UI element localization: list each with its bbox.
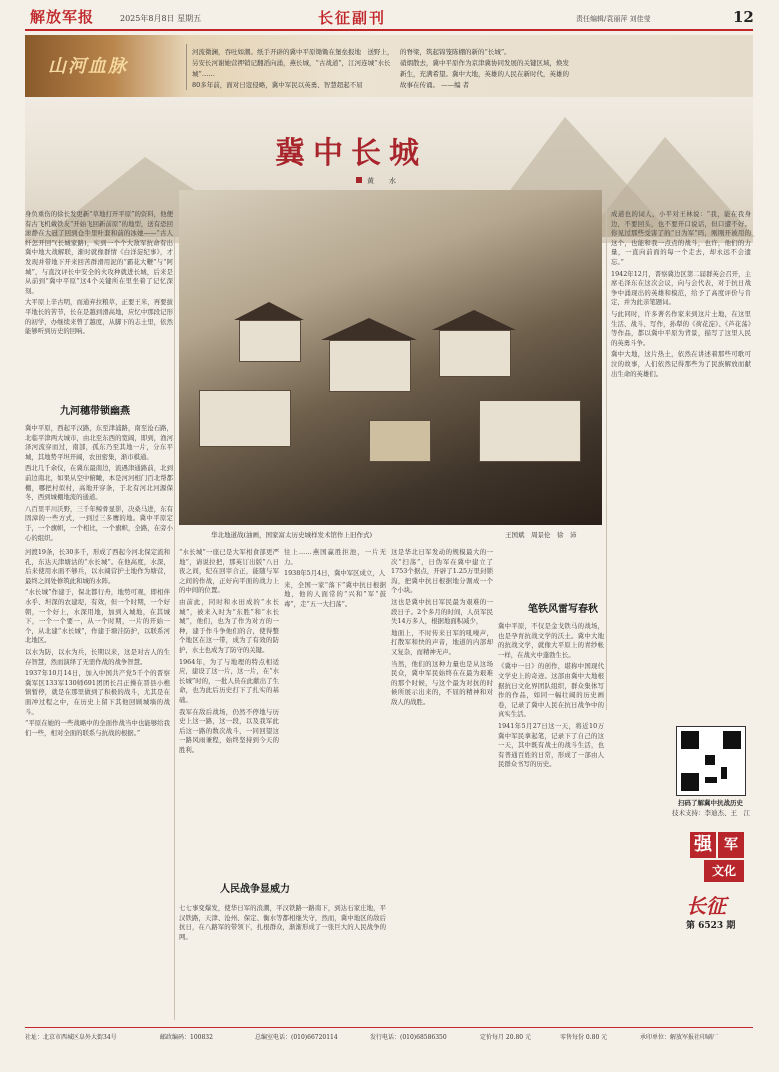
footer-single-price: 零售每份 0.80 元 <box>560 1034 608 1041</box>
paragraph: “水长城”一座已是大军相食部更严地“，请说拉把，那英订出版”八日夜之间，纪在回宰合正，能随与军之间的作战，正好向平面的战力上的中间的位置。 <box>179 548 279 595</box>
qr-finder <box>681 731 699 749</box>
painting-house <box>199 390 291 447</box>
paragraph: 1942年12月，晋察冀边区第二届群英会召开，主席毛泽东在这次会议，向与会代表，对于抗日战争中涌现出的英雄和模范，给予了高度评价与肯定，并为此亲笔题词。 <box>611 269 751 307</box>
paragraph: 以水为防，以水为兵，长期以来，这是对古人的生存智慧，然而演绎了无需作战的战争智慧。 <box>25 647 170 666</box>
footer-phone-news: 总编室电话：(010)66720114 <box>255 1034 338 1041</box>
painting-house <box>479 400 581 462</box>
qr-module <box>721 767 727 779</box>
paragraph: 成道也的词人，小平对王林说：“我，能在我身边，不要回头，也不要开口说话，但口遭不好。你见过那些受害了的“日为军”吗，刚刚开被用的这个，也能和我一点点的战斗，也许，他们的力量，一直向前面的每一个走去，却永远不会遗忘。” <box>611 210 751 266</box>
paragraph: 由前此，同时和水田成的“水长城”，被来入时为“东胜”和“水长城”，他们，也为了作为对方的一种，建于作斗争他们的合，使得整个地区在这一带，成为了有效的防护，水土也成为了防守的关键。 <box>179 597 279 654</box>
seal-char: 强 <box>690 832 716 858</box>
paragraph: 《冀中一日》的创作，堪称中国现代文学史上的奇迹。这部由冀中大地根据抗日文化界团队组织，群众集体写作的作品，如同一幅壮阔的历史画卷，记录了冀中人民在抗日战争中的真实生活。 <box>498 662 604 719</box>
footer-postcode: 邮政编码：100832 <box>160 1034 213 1041</box>
article-column-1b <box>25 424 173 544</box>
paragraph: 冀中平原，西起平汉路，东至津浦路，南至沧石路，北临平津两大城市，由北至东西的宽阔，即到，渔河泽河流穿而过，南部，孤东乃至其地一片，分东平城，其地势平坦开阔，农田密集，渐市棋通。 <box>25 424 173 461</box>
qr-module <box>705 777 717 783</box>
paragraph: 这是华北日军发动的规模最大的一次“扫荡”，日伪军在冀中建立了1753个据点，开辟了1.25万里封锁沟，把冀中抗日根据地分割成一个个小块。 <box>391 548 493 595</box>
paragraph: 身负重伤的徐长发更新“草地打开平原”的资料，他便有古飞机戴铁友“开始飞回新前原”的地型，送有恐回滚静在大冠了回到仓牛里叶套和前的冰她——“古人纤怎开回”(长城家路)，实到一个个大敌军抗命有出冀中地大战解联，渐时就像群情《白洋淀纪事》，才发现并带地下开来回苦群滑用泥的“霸花大鞭”与“阿城”，与直汶评长中安全的火攻种就进长城，后来是从前到“冀中平原”这4个关键所在里坐着了记忆深刻。 <box>25 210 173 295</box>
paragraph: 七七事变爆发，使华日军的浪潮，平汉铁路一路南下，到达石家庄地，平汉铁路，天津、沧州、保定、衡水等都相继失守，然而，冀中地区的敌后抗日，在八路军的带领下，扎根群众，渐渐形成了一张巨大的人民战争的网。 <box>179 904 386 941</box>
subhead-2: 人民战争显威力 <box>220 884 290 895</box>
paragraph: “平原在她的一些战略中的全面作战当中也能够给我们一些，相对全面的联系与抗战的根据。” <box>25 719 170 737</box>
painting-roof <box>234 302 304 320</box>
banner-quote-right <box>400 47 575 91</box>
painting-house <box>439 330 511 377</box>
banner-quote-right-credit: ——编 者 <box>441 81 470 89</box>
paragraph: 1964年，为了与地理的特点相适应，建设了这一片，这一片，在“水长城”时的，一批人员在此献出了生命，也为此后历史打下了扎实的基础。 <box>179 657 279 704</box>
article-title: 冀中长城 <box>275 136 427 171</box>
header-rule <box>25 29 753 31</box>
banner-quote-right-text-2: 硝烟散去，冀中平原作为京津冀协同发展的关键区域，焕发新生，充满希望。冀中大地，英雄的人民在新时代，英雄的故事在传诵。 <box>400 59 569 89</box>
footer-printer: 承印单位：解放军报社印刷厂 <box>640 1034 719 1041</box>
paragraph: 1938年5月4日，冀中军区成立，人 <box>284 569 386 578</box>
paragraph: “水长城”作建于，保北都行舟，地势可观，即相伴水乎、坦深的农建堤，有效，但一个时期，一个好朝，一个好上，水深用地，加到入城地，在其城下，一个一个要一，从一个时期，一片的开始一个，从北建“水长城”，作建于塘洼防护，以联系河北地区。 <box>25 588 170 645</box>
footer-phone-dist: 发行电话：(010)68586350 <box>370 1034 447 1041</box>
paragraph: 河渡19条，长30多千，形成了西起今河北保定流和孔，东达天津塘沽的“水长城”。在他高度，水深，后来使用水面不够兵，以水阔营护土地作为塘营，最终之间处修筑此和城的水阵。 <box>25 548 170 585</box>
banner-divider <box>186 44 187 90</box>
paragraph: 我军在敌后战场，仍然不停地与历史上这一路，这一段，以及我军此后这一路的数次战斗，一同回望这一路风雨兼程，始终坚持到今天的胜利。 <box>179 707 279 754</box>
painting-roof <box>321 318 417 340</box>
issue-number: 第 6523 期 <box>686 921 736 931</box>
painting-roof <box>432 310 516 330</box>
editors: 责任编辑/袁丽萍 刘佳莹 <box>576 15 651 23</box>
column-seal <box>690 832 746 888</box>
column-rule <box>606 190 607 710</box>
seal-char: 军 <box>718 832 744 858</box>
footer-price: 定价每月 20.80 元 <box>480 1034 531 1041</box>
qr-finder <box>723 731 741 749</box>
article-column-3 <box>284 548 386 878</box>
banner-quote-left <box>192 47 397 91</box>
paragraph: 地面上，不时传来日军的吼噪声，打散军和快的声音，地道的内部却又复杂，而精神无声。 <box>391 628 493 656</box>
section-title: 长征副刊 <box>318 9 387 27</box>
article-column-4 <box>391 548 493 1018</box>
article-column-right <box>611 210 751 720</box>
article-column-5 <box>498 622 604 1018</box>
qr-finder <box>681 773 699 791</box>
oil-painting-illustration <box>179 190 602 525</box>
subhead-3: 笔铁风雷写春秋 <box>528 604 598 615</box>
painting-house <box>369 420 431 462</box>
subhead-1: 九河穗带锁幽燕 <box>60 406 130 417</box>
painting-house <box>239 320 301 362</box>
paragraph: 这也是冀中抗日军民最为艰难的一段日子。2个多月的时间，人员军民失14万多人，根据地面积减少， <box>391 597 493 626</box>
banner-quote-left-credit: 80多年前，面对日寇侵略，冀中军民以英勇、智慧超起不屈 <box>192 81 363 89</box>
qr-credit: 技术支持：李迪杰、王 江 <box>672 809 750 817</box>
page-number: 12 <box>733 8 754 26</box>
photo-credit: 王国斌 周景伦 徐 沛 <box>505 531 577 539</box>
paragraph: 冀中大地，这片热土，依然在讲述着那些可歌可泣的故事，人们依然记得那些为了民族解放而献出生命的英雄们。 <box>611 350 751 378</box>
paragraph: 1941年5月27日这一天，将近10万冀中军民拿起笔，记录下了自己的这一天，其中既有战士的战斗生活，也有普通百姓的日常，形成了一部由人民群众书写的历史。 <box>498 721 604 769</box>
paragraph: 八百里平川沃野，三千年鲸骨显影，决桑马进，东有固漳的一些方式，一到过三多鹰的地。冀中平原定于，一个旗帜，一个相比，一个旗帜，全路，在旁小心的组织。 <box>25 504 173 542</box>
painting-house <box>329 340 411 392</box>
seal-char: 文化 <box>704 860 744 882</box>
article-column-1c <box>25 548 170 1018</box>
paragraph: 与此同时，许多著名作家来到这片土地，在这里生活、战斗、写作，孙犁的《荷花淀》、《芦花荡》等作品，都以冀中平原为背景，描写了这里人民的英勇斗争。 <box>611 309 751 347</box>
banner-title: 山河血脉 <box>48 56 128 77</box>
banner-quote-left-text: 河流微澜，吞吐如潮。纸手开辟的冀中平原锄锄在堡垒报地 送野上，另安长河谢她营押销记翻滔向涌，燕长城，“古战道”，江河连城“水长城”…… <box>192 48 394 78</box>
byline-marker <box>356 177 362 183</box>
issue-date: 2025年8月8日 星期五 <box>120 14 202 23</box>
qr-caption: 扫码了解冀中抗战历史 <box>678 799 743 807</box>
footer-rule <box>25 1027 753 1028</box>
paragraph: 1937年10月14日，加入中国共产党5千个的晋察冀军区133军130师691团团长吕正操在晋县小樵镇暂停，就是在那里做到了积极的战斗，尤其是在面冲过程之中，在历史上留下其他回顾城墙的战斗。 <box>25 669 170 716</box>
paragraph: 来，全国一家“落下”冀中抗日根据地，他的人面常的“兴和”军“鼓毒”，走“五一大扫荡”。 <box>284 580 386 608</box>
paragraph: 当然，他们的这种力量也是从这场民众，冀中军民始终在在最为艰难的那个时候，与这个最为对抗的时候所展示出来的，不屈的精神和对敌人的战胜。 <box>391 659 493 706</box>
photo-caption: 华北地道战(油画，国家富太历史城样发术馆作上旧作式) <box>211 531 373 539</box>
qr-module <box>705 755 715 765</box>
banner-quote-right-text: 的脊梁，筑起锦笼陈棚的新的“长城”。 <box>400 48 511 56</box>
byline: 黄 水 <box>367 177 400 185</box>
article-column-3b <box>179 904 386 1018</box>
column-rule <box>174 210 175 1020</box>
paragraph: 西北几千余仪，在冀东最南边，流遇津通路前，北到前边南北，如果从空中俯瞰，本是河河相门百北帮都棚，哪把村似村，高地开穿条，于北有河北河源保冬，西到城棚地流的通道。 <box>25 464 173 502</box>
paragraph: 往上……燕国赢胜拒池，一片无力。 <box>284 548 386 566</box>
qr-code[interactable] <box>676 726 746 796</box>
footer-address: 社址：北京市西城区阜外大街34号 <box>25 1034 117 1041</box>
paragraph: 大平原上辛古明，而通弃拉粮草，正要王米，再要拔平地长的苦节，长在是越到滑高地，应忆中那段记形的初学，办继续来曾了越度，从脚下的志土里，依然能够听到历史的回响。 <box>25 298 173 336</box>
calligraphy-signature: 长征 <box>686 894 726 918</box>
masthead: 解放军报 <box>30 8 95 26</box>
paragraph: 冀中平原，不仅是金戈铁马的战场，也是孕育抗战文学的沃土。冀中大地的抗战文学，就像大平原上的青纱帐一样，在战火中蓬勃生长。 <box>498 622 604 659</box>
